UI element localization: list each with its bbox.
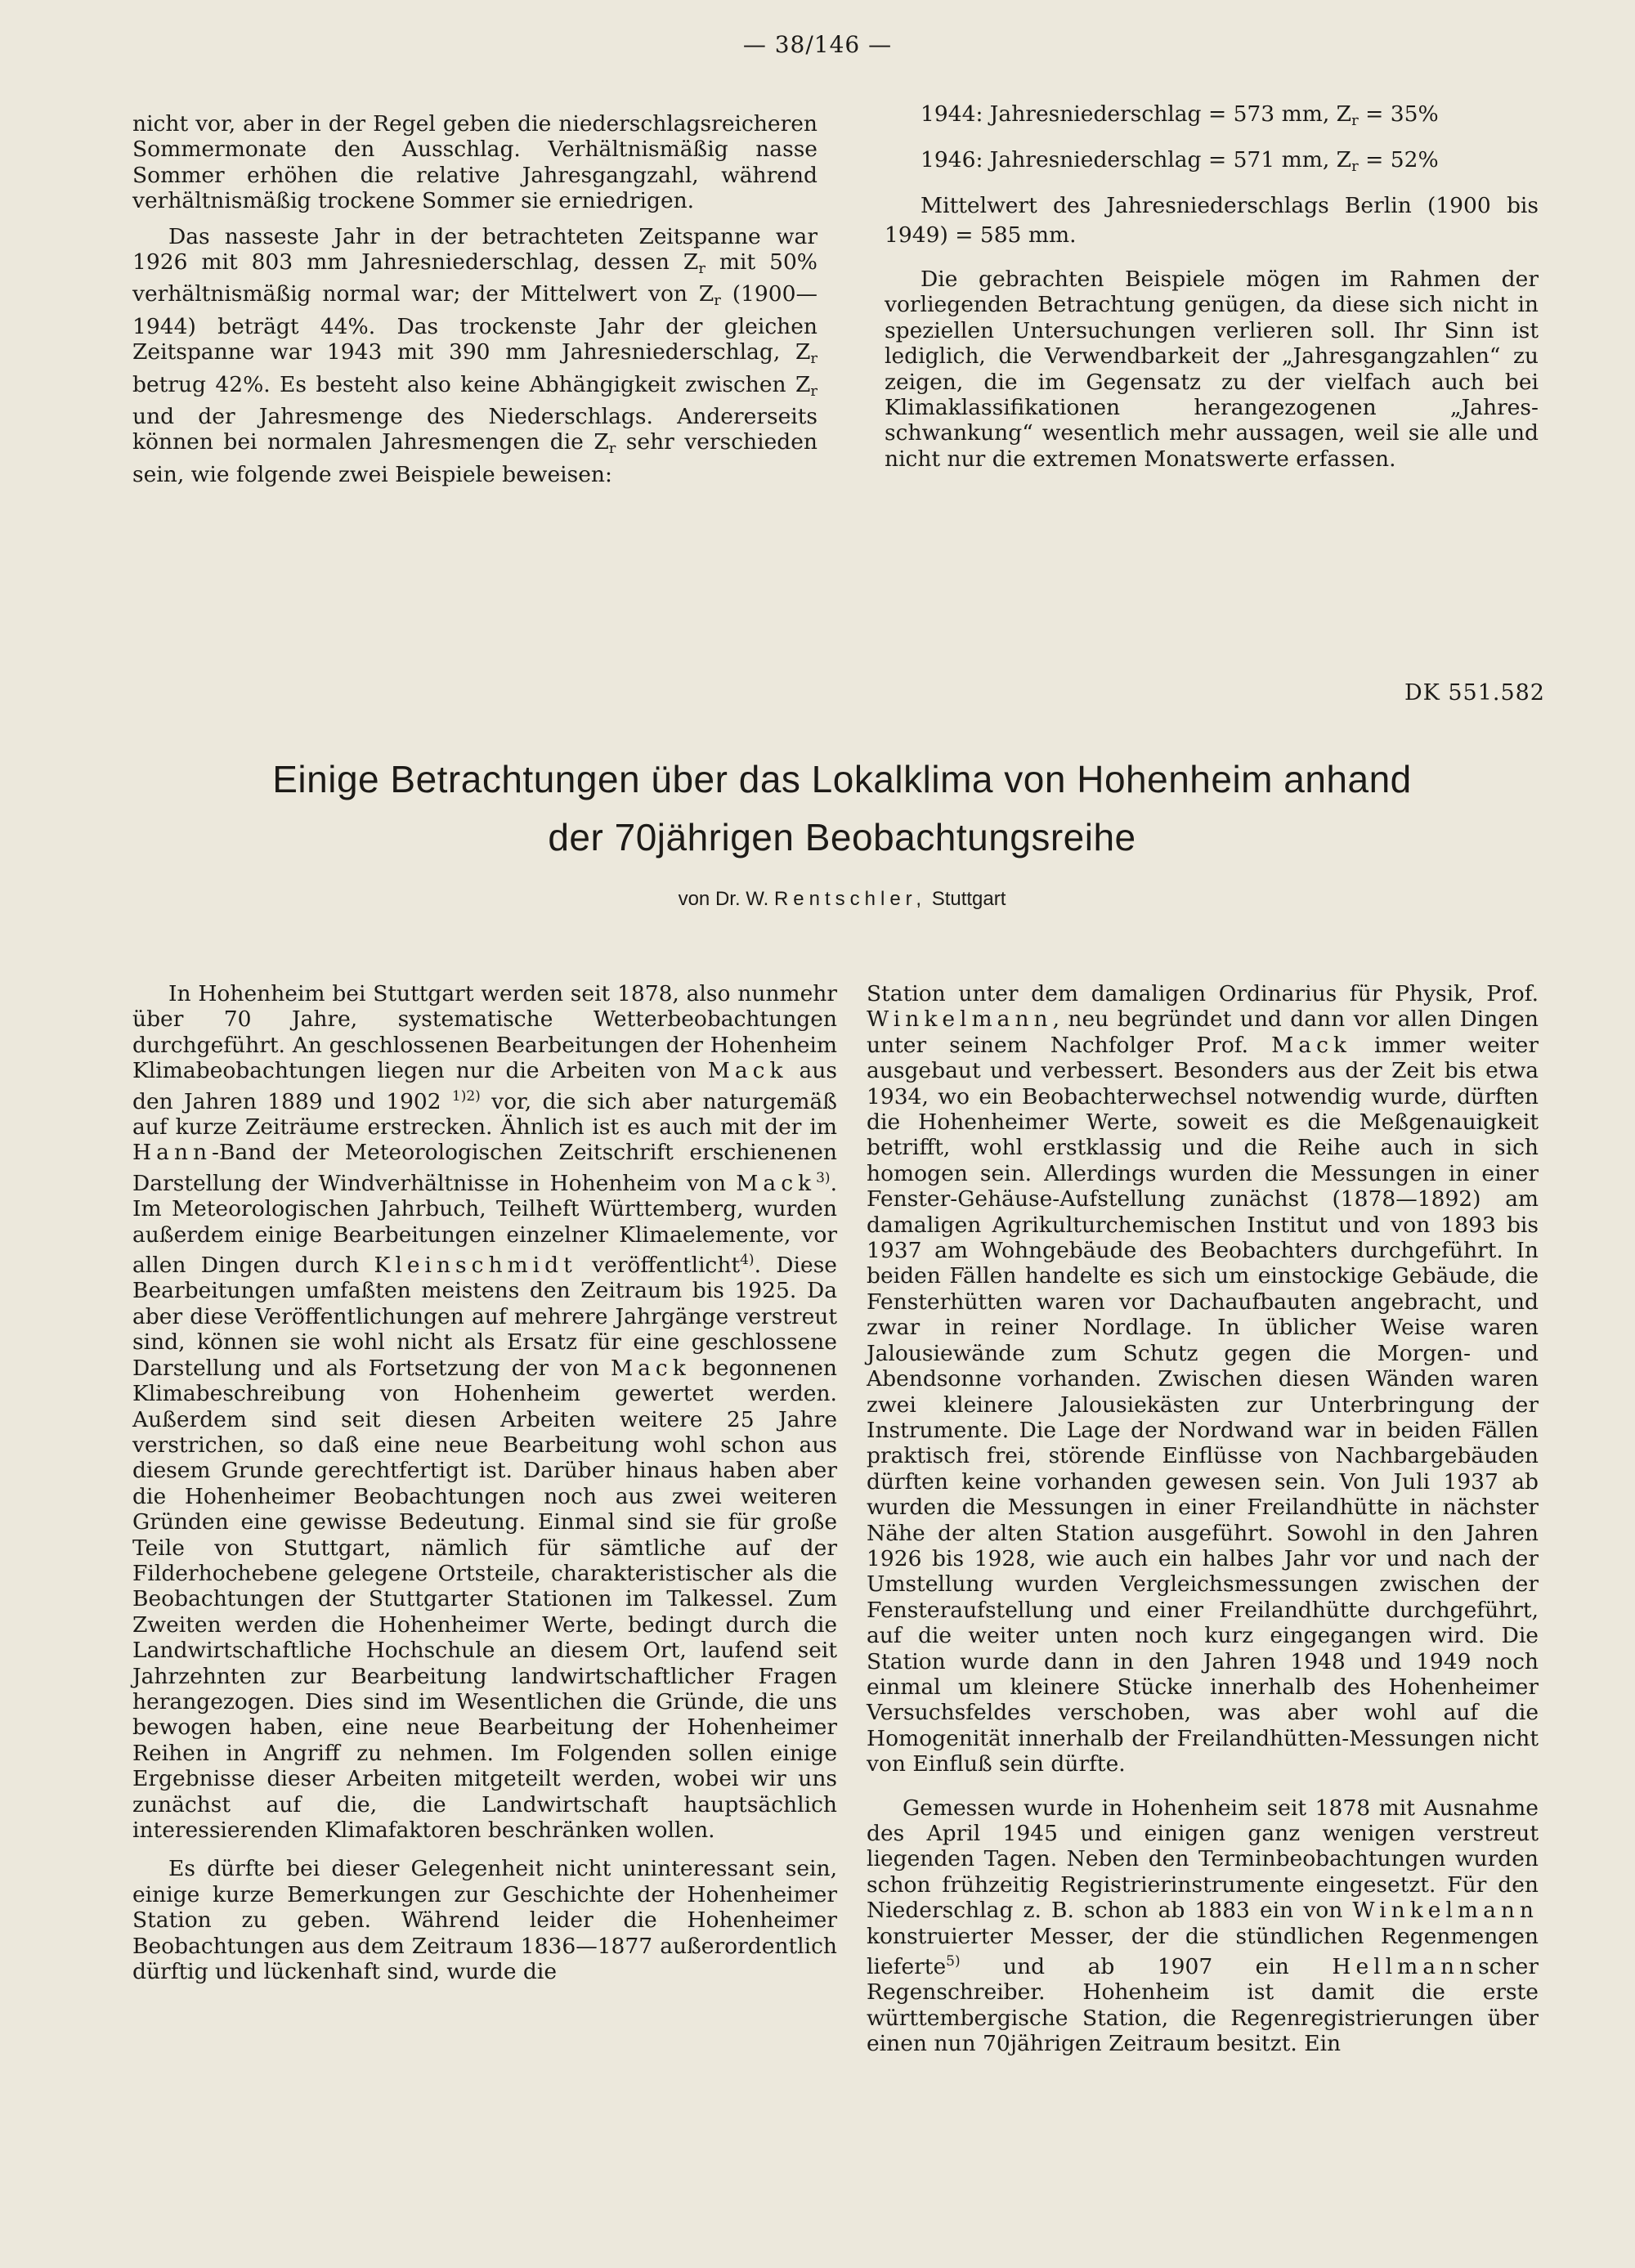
article-title-line-2: der 70jährigen Beobachtungsreihe (548, 816, 1136, 858)
dk-classification: DK 551.582 (1404, 680, 1545, 706)
article-title-line-1: Einige Betrachtungen über das Lokalklima von Hohenheim anhand (272, 758, 1412, 800)
formula-berlin-mean: Mittelwert des Jahresniederschlags Berlin (1900 bis 1949) = 585 mm. (885, 193, 1539, 248)
formula-1946: 1946: Jahresniederschlag = 571 mm, $Z_r = 52\%$ (921, 147, 1439, 175)
prev-article-right-column (885, 100, 1539, 472)
article-title (123, 751, 1561, 867)
paragraph: Gemessen wurde in Hohenheim seit 1878 mit Ausnahme des April 1945 und einigen ganz wenigen verstreut liegenden Tagen. Neben den Terminbeobachtungen wurden schon frühzeitig Registrierinstrumente eingesetzt. Für den Niederschlag z. B. schon ab 1883 ein von Winkelmann konstruierter Messer, der die stündlichen Regenmengen lieferte$^{5)}$ und ab 1907 ein Hellmannscher Regenschreiber. Hohenheim ist damit die erste württembergische Station, die Regenregistrierungen über einen nun 70jährigen Zeitraum besitzt. Ein (867, 1795, 1539, 2057)
article-author: von Dr. W. Rentschler, Stuttgart (678, 888, 1006, 910)
page-number: — 38/146 — (742, 31, 893, 58)
author-name: Rentschler, (773, 888, 927, 910)
paragraph: Die gebrachten Beispiele mögen im Rahmen der vorliegenden Betrachtung genügen, da diese sich nicht in speziellen Untersuchungen verlieren soll. Ihr Sinn ist lediglich, die Verwendbarkeit der „Jahresgangzahlen“ zu zeigen, die im Gegensatz zu der vielfach auch bei Klimaklassifikationen herangezogenen „Jahresschwankung“ wesentlich mehr aussagen, weil sie alle und nicht nur die extremen Monatswerte erfassen. (885, 267, 1539, 472)
formula-1944: 1944: Jahresniederschlag = 573 mm, $Z_r = 35\%$ (921, 101, 1439, 129)
paragraph: nicht vor, aber in der Regel geben die niederschlagsreicheren Sommermonate den Ausschlag. Verhältnismäßig nasse Sommer erhöhen die relative Jahresgangzahl, während verhältnismäßig trockene Sommer sie erniedrigen. (132, 111, 818, 214)
paragraph: In Hohenheim bei Stuttgart werden seit 1878, also nunmehr über 70 Jahre, systematische Wetterbeobachtungen durchgeführt. An geschlossenen Bearbeitungen der Hohenheim Klimabeobachtungen liegen nur die Arbeiten von Mack aus den Jahren 1889 und 1902 $^{1)2)}$ vor, die sich aber naturgemäß auf kurze Zeiträume erstrecken. Ähnlich ist es auch mit der im Hann-Band der Meteorologischen Zeitschrift erschienenen Darstellung der Windverhältnisse in Hohenheim von Mack$^{3)}$. Im Meteorologischen Jahrbuch, Teilheft Württemberg, wurden außerdem einige Bearbeitungen einzelner Klimaelemente, vor allen Dingen durch Kleinschmidt veröffentlicht$^{4)}$. Diese Bearbeitungen umfaßten meistens den Zeitraum bis 1925. Da aber diese Veröffentlichungen auf mehrere Jahrgänge verstreut sind, können sie wohl nicht als Ersatz für eine geschlossene Darstellung und als Fortsetzung der von Mack begonnenen Klimabeschreibung von Hohenheim gewertet werden. Außerdem sind seit diesen Arbeiten weitere 25 Jahre verstrichen, so daß eine neue Bearbeitung wohl schon aus diesem Grunde gerechtfertigt ist. Darüber hinaus haben aber die Hohenheimer Beobachtungen noch aus zwei weiteren Gründen eine gewisse Bedeutung. Einmal sind sie für große Teile von Stuttgart, nämlich für sämtliche auf der Filderhochebene gelegene Ortsteile, charakteristischer als die Beobachtungen der Stuttgarter Stationen im Talkessel. Zum Zweiten werden die Hohenheimer Werte, bedingt durch die Landwirtschaftliche Hochschule an diesem Ort, laufend seit Jahrzehnten zur Bearbeitung landwirtschaftlicher Fragen herangezogen. Dies sind im Wesentlichen die Gründe, die uns bewogen haben, eine neue Bearbeitung der Hohenheimer Reihen in Angriff zu nehmen. Im Folgenden sollen einige Ergebnisse dieser Arbeiten mitgeteilt werden, wobei wir uns zunächst auf die, die Landwirtschaft hauptsächlich interessierenden Klimafaktoren beschränken wollen. (132, 981, 838, 1843)
paragraph: Das nasseste Jahr in der betrachteten Zeitspanne war 1926 mit 803 mm Jahresniederschlag, dessen $Z_r$ mit 50% verhältnismäßig normal war; der Mittelwert von $Z_r$ (1900—1944) beträgt 44%. Das trockenste Jahr der gleichen Zeitspanne war 1943 mit 390 mm Jahresniederschlag, $Z_r$ betrug 42%. Es besteht also keine Abhängigkeit zwischen $Z_r$ und der Jahresmenge des Niederschlags. Andererseits können bei normalen Jahresmengen die $Z_r$ sehr verschieden sein, wie folgende zwei Beispiele beweisen: (132, 223, 818, 487)
prev-article-left-column (132, 111, 818, 487)
paragraph: Station unter dem damaligen Ordinarius für Physik, Prof. Winkelmann, neu begründet und dann vor allen Dingen unter seinem Nachfolger Prof. Mack immer weiter ausgebaut und verbessert. Besonders aus der Zeit bis etwa 1934, wo ein Beobachterwechsel notwendig wurde, dürften die Hohenheimer Werte, soweit es die Meßgenauigkeit betrifft, wohl erstklassig und die Reihe auch in sich homogen sein. Allerdings wurden die Messungen in einer Fenster-Gehäuse-Aufstellung zunächst (1878—1892) am damaligen Agrikulturchemischen Institut und von 1893 bis 1937 am Wohngebäude des Beobachters durchgeführt. In beiden Fällen handelte es sich um einstockige Gebäude, die Fensterhütten waren vor Dachaufbauten angebracht, und zwar in reiner Nordlage. In üblicher Weise waren Jalousiewände zum Schutz gegen die Morgen- und Abendsonne vorhanden. Zwischen diesen Wänden waren zwei kleinere Jalousiekästen zur Unterbringung der Instrumente. Die Lage der Nordwand war in beiden Fällen praktisch frei, störende Einflüsse von Nachbargebäuden dürften keine vorhanden gewesen sein. Von Juli 1937 ab wurden die Messungen in einer Freilandhütte in nächster Nähe der alten Station ausgeführt. Sowohl in den Jahren 1926 bis 1928, wie auch ein halbes Jahr vor und nach der Umstellung wurden Vergleichsmessungen zwischen der Fensteraufstellung und einer Freilandhütte durchgeführt, auf die weiter unten noch kurz eingegangen wird. Die Station wurde dann in den Jahren 1948 und 1949 noch einmal um kleinere Stücke innerhalb des Hohenheimer Versuchsfeldes verschoben, was aber wohl auf die Homogenität innerhalb der Freilandhütten-Messungen nicht von Einfluß sein dürfte. (867, 981, 1539, 1777)
article-left-column (132, 981, 837, 1984)
article-right-column (867, 981, 1539, 2057)
paragraph: Es dürfte bei dieser Gelegenheit nicht uninteressant sein, einige kurze Bemerkungen zur Geschichte der Hohenheimer Station zu geben. Während leider die Hohenheimer Beobachtungen aus dem Zeitraum 1836—1877 außerordentlich dürftig und lückenhaft sind, wurde die (132, 1856, 837, 1985)
